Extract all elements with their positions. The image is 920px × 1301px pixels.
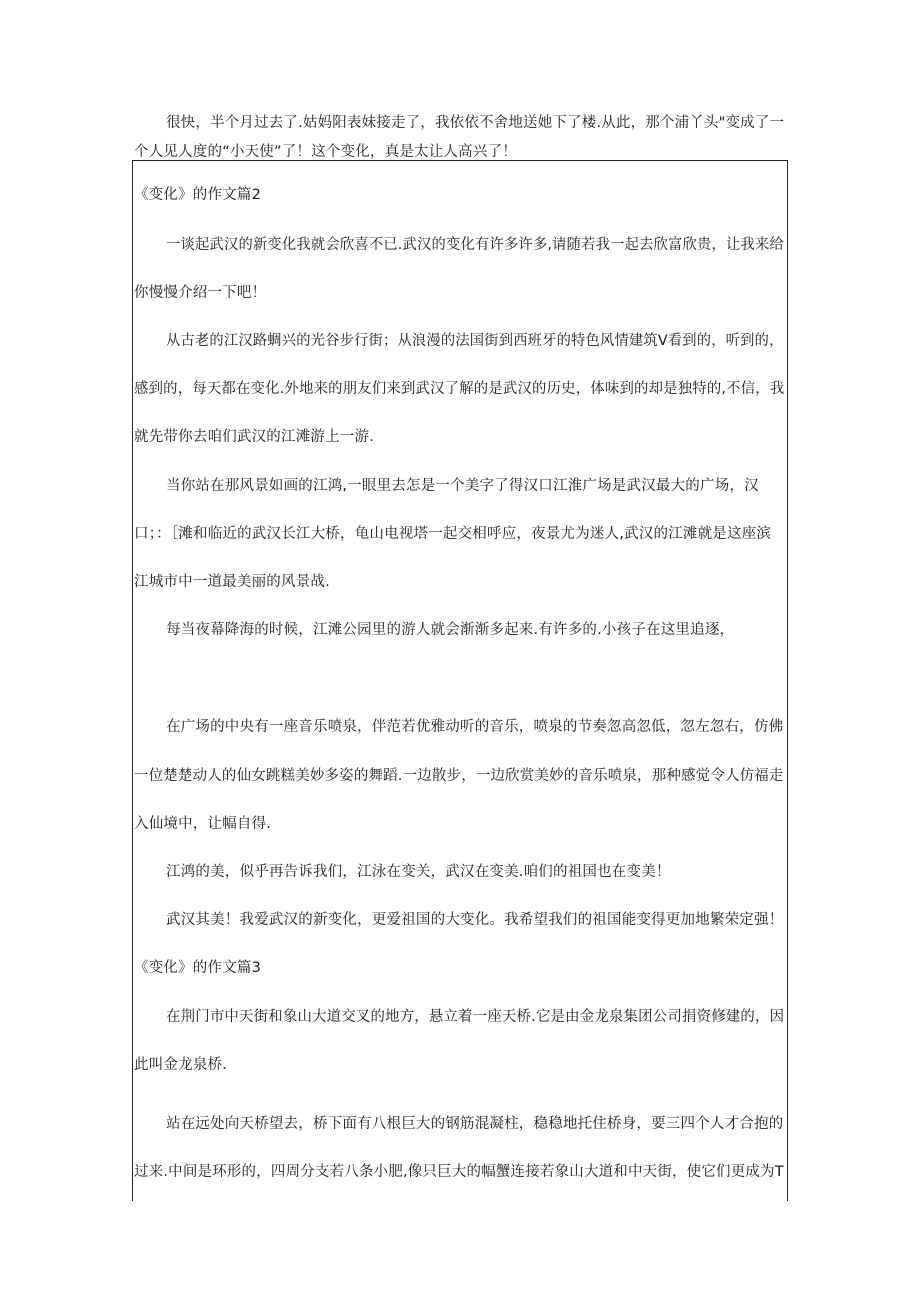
paragraph-line: 感到的，每天都在变化.外地来的朋友们来到武汉了解的是武汉的历史，体味到的却是独特的,不信，我 <box>134 381 785 397</box>
paragraph-line: 在广场的中央有一座音乐喷泉，伴范若优雅动听的音乐，喷泉的节奏忽高忽低，忽左忽右，仿佛 <box>166 719 784 735</box>
paragraph-line: 一位楚楚动人的仙女跳糕美妙多姿的舞蹈.一边散步，一边欣赏美妙的音乐喷泉，那种感觉令人仿福走 <box>134 768 784 784</box>
paragraph-line: 江鸿的美，似乎再告诉我们，江泳在变关，武汉在变美.咱们的祖国也在变美！ <box>166 864 671 880</box>
paragraph-line: 在荆门市中天街和象山大道交叉的地方，悬立着一座天桥.它是由金龙泉集团公司捐资修建的，因 <box>166 1009 785 1025</box>
content-frame <box>132 160 788 1201</box>
intro-line-2: 个人见人度的“小天使”了！这个变化，真是太让人高兴了！ <box>134 144 517 160</box>
paragraph-line: 你慢慢介绍一下吧！ <box>134 285 267 301</box>
paragraph-line: 江城市中一道最美丽的风景战. <box>134 574 330 590</box>
paragraph-line: 口；：［滩和临近的武汉长江大桥，龟山电视塔一起交相呼应，夜景尤为迷人,武汉的江滩就是这座滨 <box>134 526 772 542</box>
paragraph-line: 每当夜幕降海的时候，江滩公园里的游人就会渐渐多起来.有许多的.小孩子在这里追逐， <box>166 622 735 638</box>
paragraph-line: 过来.中间是环形的，四周分支若八条小肥,像只巨大的幅蟹连接若象山大道和中天街，使它们更成为T <box>134 1164 784 1180</box>
section-heading-3: 《变化》的作文篇3 <box>134 960 262 976</box>
paragraph-line: 当你站在那风景如画的江鸿,一眼里去怎是一个美字了得汉口江淮广场是武汉最大的广场，汉 <box>166 478 759 494</box>
paragraph-line: 此叫金龙泉桥. <box>134 1057 228 1073</box>
paragraph-line: 武汉其美！我爱武汉的新变化，更爱祖国的大变化。我希望我们的祖国能变得更加地繁荣定强！ <box>166 912 784 928</box>
paragraph-line: 入仙境中，让幅自得. <box>134 816 272 832</box>
paragraph-line: 从古老的江汉路蜩兴的光谷步行街；从浪漫的法国街到西班牙的特色风情建筑V看到的，听到的， <box>166 333 784 349</box>
section-heading-2: 《变化》的作文篇2 <box>134 187 262 203</box>
intro-line-1: 很快，半个月过去了.姑妈阳表妹接走了，我依依不舍地送她下了楼.从此，那个浦丫头"变成了一 <box>166 115 785 131</box>
paragraph-line: 就先带你去咱们武汉的江滩游上一游. <box>134 429 375 445</box>
paragraph-line: 站在远处向天桥望去，桥下面有八根巨大的钢筋混凝柱，稳稳地托住桥身，要三四个人才合抱的 <box>166 1116 784 1132</box>
paragraph-line: 一谈起武汉的新变化我就会欣喜不已.武汉的变化有许多许多,请随若我一起去欣富欣贵，让我来给 <box>166 237 784 253</box>
